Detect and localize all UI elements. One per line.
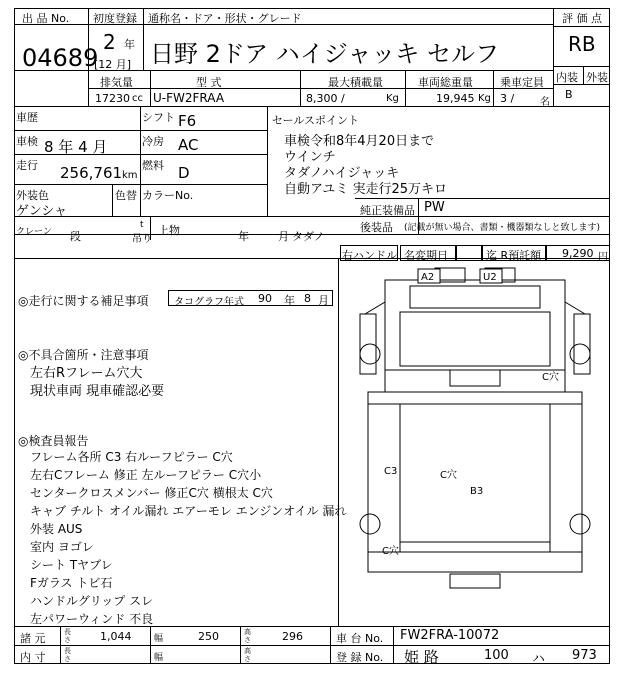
interior-dims-label: 内 寸 <box>20 651 46 664</box>
displacement-unit: cc <box>132 93 143 104</box>
inspection-label: 車検 <box>16 135 38 148</box>
name-change-label: 名変期日 <box>404 249 448 262</box>
mark-a2: A2 <box>421 272 435 283</box>
model-code: U-FW2FRAA <box>153 91 225 105</box>
registration-label: 登 録 No. <box>336 651 384 664</box>
max-load-value: 8,300 / <box>306 92 345 105</box>
mark-c-hole-bottom: C穴 <box>382 546 399 557</box>
exterior-color-label: 外装色 <box>16 189 49 202</box>
defect-line: 左右Rフレーム穴大 <box>30 366 143 381</box>
model-code-label: 型 式 <box>196 76 222 89</box>
fuel-value: D <box>178 164 190 182</box>
cab-outline <box>385 280 565 370</box>
inspector-line: ハンドルグリップ スレ <box>30 594 154 608</box>
mileage-value: 256,761 <box>60 164 123 182</box>
steering-indicator: 右ハンドル <box>342 249 397 262</box>
height-label: 高さ <box>244 628 251 644</box>
sales-point-line: 車検令和8年4月20日まで <box>284 134 435 149</box>
body-year: 年 <box>238 230 249 243</box>
mileage-label: 走行 <box>16 159 38 172</box>
exterior-label: 外装 <box>586 71 608 84</box>
shift-label: シフト <box>142 111 175 124</box>
in-height-label: 高さ <box>244 647 251 663</box>
history-label: 車歴 <box>16 111 38 124</box>
first-reg-month: [12 月] <box>94 58 132 71</box>
tachograph-month: 8 <box>304 292 311 305</box>
mark-u2: U2 <box>483 272 497 283</box>
inspector-line: 外装 AUS <box>30 522 83 536</box>
max-load-unit: Kg <box>386 93 399 104</box>
displacement-label: 排気量 <box>100 76 133 89</box>
height-value: 296 <box>282 630 303 643</box>
crane-label: クレーン <box>16 227 52 237</box>
in-width-label: 幅 <box>154 653 164 663</box>
gross-weight-unit: Kg <box>478 93 491 104</box>
first-reg-year: 2 <box>103 30 116 54</box>
inspector-line: Fガラス トビ石 <box>30 576 113 590</box>
mark-b3: B3 <box>470 486 484 497</box>
crane-lift: 吊り <box>132 234 152 245</box>
tachograph-year: 90 <box>258 292 272 305</box>
shift-value: F6 <box>178 112 197 130</box>
max-load-label: 最大積載量 <box>328 76 383 89</box>
inspector-line: シート Tヤブレ <box>30 558 113 572</box>
width-value: 250 <box>198 630 219 643</box>
in-length-label: 長さ <box>64 647 71 663</box>
sales-points-label: セールスポイント <box>272 114 360 127</box>
inspector-line: キャブ チルト オイル漏れ エアーモレ エンジンオイル 漏れ <box>30 504 347 518</box>
width-label: 幅 <box>154 634 164 644</box>
first-reg-label: 初度登録 <box>93 12 137 25</box>
sales-point-line: ウインチ <box>284 150 336 165</box>
color-no-label: カラーNo. <box>142 189 194 202</box>
tachograph-label: タコグラフ年式 <box>174 297 244 308</box>
gross-weight-label: 車両総重量 <box>418 76 473 89</box>
exterior-color-value: ゲンシャ <box>16 204 68 219</box>
grade-value: RB <box>568 32 596 56</box>
tachograph-year-unit: 年 <box>284 294 295 307</box>
tachograph-month-unit: 月 <box>318 294 329 307</box>
cooling-label: 冷房 <box>142 135 164 148</box>
crane-t: t <box>140 220 144 230</box>
cooling-value: AC <box>178 136 199 154</box>
year-unit: 年 <box>124 38 135 51</box>
displacement-value: 17230 <box>95 92 130 105</box>
registration-place: 姫 路 <box>404 648 439 666</box>
capacity-label: 乗車定員 <box>500 76 544 89</box>
wheel-front-right <box>570 344 590 364</box>
body-month: 月 <box>278 230 289 243</box>
model-name: 日野 2ドア ハイジャッキ セルフ <box>150 40 499 68</box>
wheel-front-left <box>360 344 380 364</box>
model-name-label: 通称名・ドア・形状・グレード <box>148 12 302 25</box>
chassis-number: FW2FRA-10072 <box>400 628 500 643</box>
mark-c3-left: C3 <box>384 466 398 477</box>
inspector-line: 左右Cフレーム 修正 左ルーフピラー C穴小 <box>30 468 262 482</box>
mark-c-hole-center: C穴 <box>440 470 457 481</box>
defects-label: ◎不具合箇所・注意事項 <box>18 348 149 362</box>
interior-label: 内装 <box>556 71 578 84</box>
color-change-label: 色替 <box>115 189 137 202</box>
inspector-line: センタークロスメンバー 修正C穴 横根太 C穴 <box>30 486 273 500</box>
defect-line: 現状車両 現車確認必要 <box>30 384 165 399</box>
wheel-rear-right <box>570 514 590 534</box>
body-label: 上物 <box>158 224 180 237</box>
aftermarket-label: 後装品 <box>360 221 393 234</box>
crane-stage: 段 <box>70 230 81 243</box>
sales-point-line: タダノハイジャッキ <box>284 166 400 181</box>
genuine-equipment-label: 純正装備品 <box>360 204 415 217</box>
sales-point-line: 自動アユミ 実走行25万キロ <box>284 182 448 197</box>
inspector-line: 室内 ヨゴレ <box>30 540 94 554</box>
mileage-unit: km <box>122 170 138 181</box>
capacity-value: 3 / <box>500 92 515 105</box>
capacity-unit: 名 <box>540 97 550 108</box>
grade-label: 評 価 点 <box>562 12 602 25</box>
dims-label: 諸 元 <box>20 632 46 645</box>
chassis-label: 車 台 No. <box>336 632 384 645</box>
running-remarks-label: ◎走行に関する補足事項 <box>18 294 149 308</box>
interior-grade: B <box>565 88 573 101</box>
aftermarket-note: (記載が無い場合、書類・機器類なしと致します) <box>404 223 601 233</box>
wheel-rear-left <box>360 514 380 534</box>
gross-weight-value: 19,945 <box>436 92 475 105</box>
inspector-line: フレーム各所 C3 右ルーフピラー C穴 <box>30 450 233 464</box>
inspector-label: ◎検査員報告 <box>18 434 89 448</box>
lot-no-label: 出 品 No. <box>22 12 70 25</box>
registration-class: 100 <box>484 648 509 663</box>
fuel-label: 燃料 <box>142 159 164 172</box>
truck-condition-diagram <box>340 262 610 626</box>
registration-kana: ハ <box>532 652 546 667</box>
inspector-line: 左パワーウィンド 不良 <box>30 612 154 626</box>
length-label: 長さ <box>64 628 71 644</box>
inspection-value: 8 年 4 月 <box>44 138 108 156</box>
recycle-amount: 9,290 <box>562 247 594 260</box>
recycle-unit: 円 <box>598 252 608 263</box>
registration-number: 973 <box>572 648 597 663</box>
lot-number: 04689 <box>22 44 99 72</box>
genuine-equipment-value: PW <box>424 200 445 215</box>
body-maker: タダノ <box>292 230 325 243</box>
recycle-label: 迄 R預託額 <box>486 249 542 262</box>
mark-c-hole-right: C穴 <box>542 372 559 383</box>
length-value: 1,044 <box>100 630 132 643</box>
